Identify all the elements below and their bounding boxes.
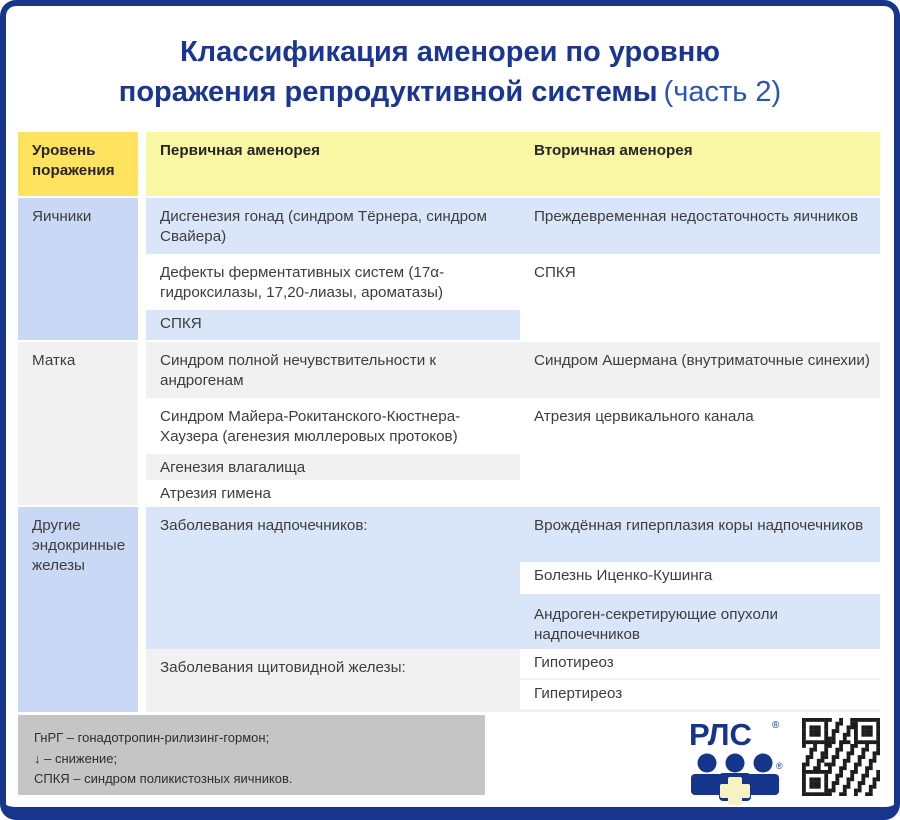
table-cell: Врождённая гиперплазия коры надпочечников bbox=[534, 517, 864, 534]
table-cell: Атрезия гимена bbox=[146, 480, 520, 505]
column-gap bbox=[138, 507, 146, 712]
table-cell: Агенезия влагалища bbox=[146, 454, 520, 480]
legend-line: СПКЯ – синдром поликистозных яичников. bbox=[34, 771, 293, 787]
level-cell-ovaries: Яичники bbox=[18, 198, 138, 340]
table-cell: Синдром Майера-Рокитанского-Кюстнера-Хаузера (агенезия мюллеровых протоков) bbox=[146, 398, 520, 454]
title-line-1: Классификация аменореи по уровню bbox=[179, 36, 721, 68]
table-cell: Гипотиреоз bbox=[520, 649, 880, 678]
header-cell-secondary: Вторичная аменорея bbox=[520, 132, 880, 196]
secondary-column-endocrine bbox=[520, 507, 880, 712]
section-ovaries bbox=[18, 198, 882, 340]
table-cell: Синдром полной нечувствительности к андрогенам bbox=[146, 342, 520, 398]
level-cell-endocrine: Другие эндокринные железы bbox=[18, 507, 138, 712]
column-gap bbox=[138, 132, 146, 196]
registered-mark: ® bbox=[772, 720, 780, 731]
title-part-label: (часть 2) bbox=[663, 76, 782, 109]
page-title bbox=[18, 6, 882, 132]
table-cell: Синдром Ашермана (внутриматочные синехии) bbox=[520, 342, 880, 398]
rls-people-cross-logo-icon bbox=[686, 717, 786, 805]
table-cell: Дефекты ферментативных систем (17α-гидроксилазы, 17,20-лиазы, ароматазы) bbox=[146, 254, 520, 310]
abbreviation-legend bbox=[18, 715, 485, 795]
primary-column-endocrine bbox=[146, 507, 520, 712]
table-cell: Атрезия цервикального канала bbox=[520, 398, 880, 505]
table-cell: Заболевания щитовидной железы: bbox=[146, 649, 520, 712]
table-cell: СПКЯ bbox=[520, 254, 880, 340]
level-cell-uterus: Матка bbox=[18, 342, 138, 505]
qr-code-icon bbox=[802, 718, 880, 796]
header-cell-primary: Первичная аменорея bbox=[146, 132, 520, 196]
legend-line: ГнРГ – гонадотропин-рилизинг-гормон; bbox=[34, 730, 270, 745]
table-cell: СПКЯ bbox=[146, 310, 520, 340]
title-line-2: поражения репродуктивной системы bbox=[118, 76, 658, 109]
table-cell: Андроген-секретирующие опухоли надпочечников bbox=[534, 606, 778, 644]
table-cell: Преждевременная недостаточность яичников bbox=[520, 198, 880, 254]
primary-column-uterus bbox=[146, 342, 520, 505]
thyroid-group bbox=[520, 649, 880, 712]
table-cell: Дисгенезия гонад (синдром Тёрнера, синдром Свайера) bbox=[146, 198, 520, 254]
column-gap bbox=[138, 342, 146, 505]
section-uterus bbox=[18, 342, 882, 505]
secondary-column-uterus bbox=[520, 342, 880, 505]
primary-column-ovaries bbox=[146, 198, 520, 340]
column-gap bbox=[138, 198, 146, 340]
rls-logo bbox=[686, 717, 786, 810]
registered-mark: ® bbox=[776, 761, 783, 771]
qr-code bbox=[802, 718, 882, 801]
header-cell-level: Уровень поражения bbox=[18, 132, 138, 196]
table-header-row bbox=[18, 132, 882, 196]
legend-line: ↓ – снижение; bbox=[34, 750, 118, 766]
table-cell: Болезнь Иценко-Кушинга bbox=[520, 562, 880, 594]
table-cell: Гипертиреоз bbox=[520, 680, 880, 709]
secondary-column-ovaries bbox=[520, 198, 880, 340]
footer bbox=[18, 715, 882, 810]
section-endocrine bbox=[18, 507, 882, 712]
rls-logo-text: РЛС bbox=[689, 717, 752, 752]
table-cell: Заболевания надпочечников: bbox=[146, 507, 520, 649]
adrenal-group bbox=[520, 507, 880, 649]
